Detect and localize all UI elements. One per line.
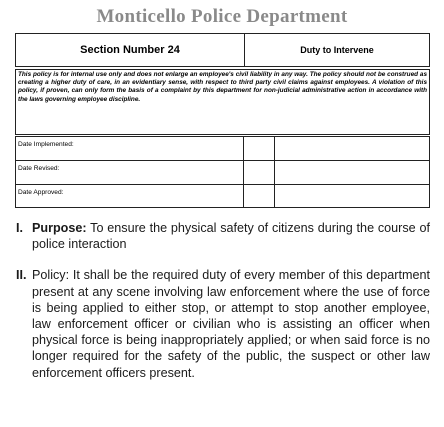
page-title: Monticello Police Department [96,6,348,27]
policy-section [16,267,430,380]
date-implemented-value [275,137,429,160]
purpose-section [16,220,430,252]
dates-table [15,136,430,208]
date-approved-value [275,185,429,207]
date-implemented-row [16,137,429,161]
section-subject: Duty to Intervene [300,45,374,55]
section-header-table [15,33,430,67]
policy-number: II. [16,268,27,283]
date-implemented-label: Date Implemented: [16,137,244,160]
section-number: Section Number 24 [16,34,245,66]
purpose-body: To ensure the physical safety of citizens during the course of police interaction [32,221,430,252]
date-revised-row [16,161,429,185]
purpose-label: Purpose: [32,221,87,235]
policy-body [16,220,430,381]
date-approved-cell [244,185,275,207]
date-revised-cell [244,161,275,184]
liability-notice: This policy is for internal use only and does not enlarge an employee's civil liability in any way. The policy should not be construed as creating a higher duty of care, in an evidentiary sense, with respect to third party civil claims against employees. A violation of this policy, if proven, can only form the basis of a complaint by this department for non-judicial administrative action in accordance with the laws governing employee discipline. [15,69,430,135]
date-revised-value [275,161,429,184]
purpose-number: I. [16,221,23,235]
date-implemented-cell [244,137,275,160]
purpose-text [32,220,430,252]
policy-text: Policy: It shall be the required duty of every member of this department present at any scene involving law enforcement where the use of force is being applied to either stop, or attempt to stop another employee, law enforcement officer or civilian who is assisting an officer when physical force is being inappropriately applied; or when said force is no longer required for the safety of the public, the suspect or other law enforcement officers present. [32,268,430,380]
date-approved-row [16,185,429,207]
date-approved-label: Date Approved: [16,185,244,207]
date-revised-label: Date Revised: [16,161,244,184]
